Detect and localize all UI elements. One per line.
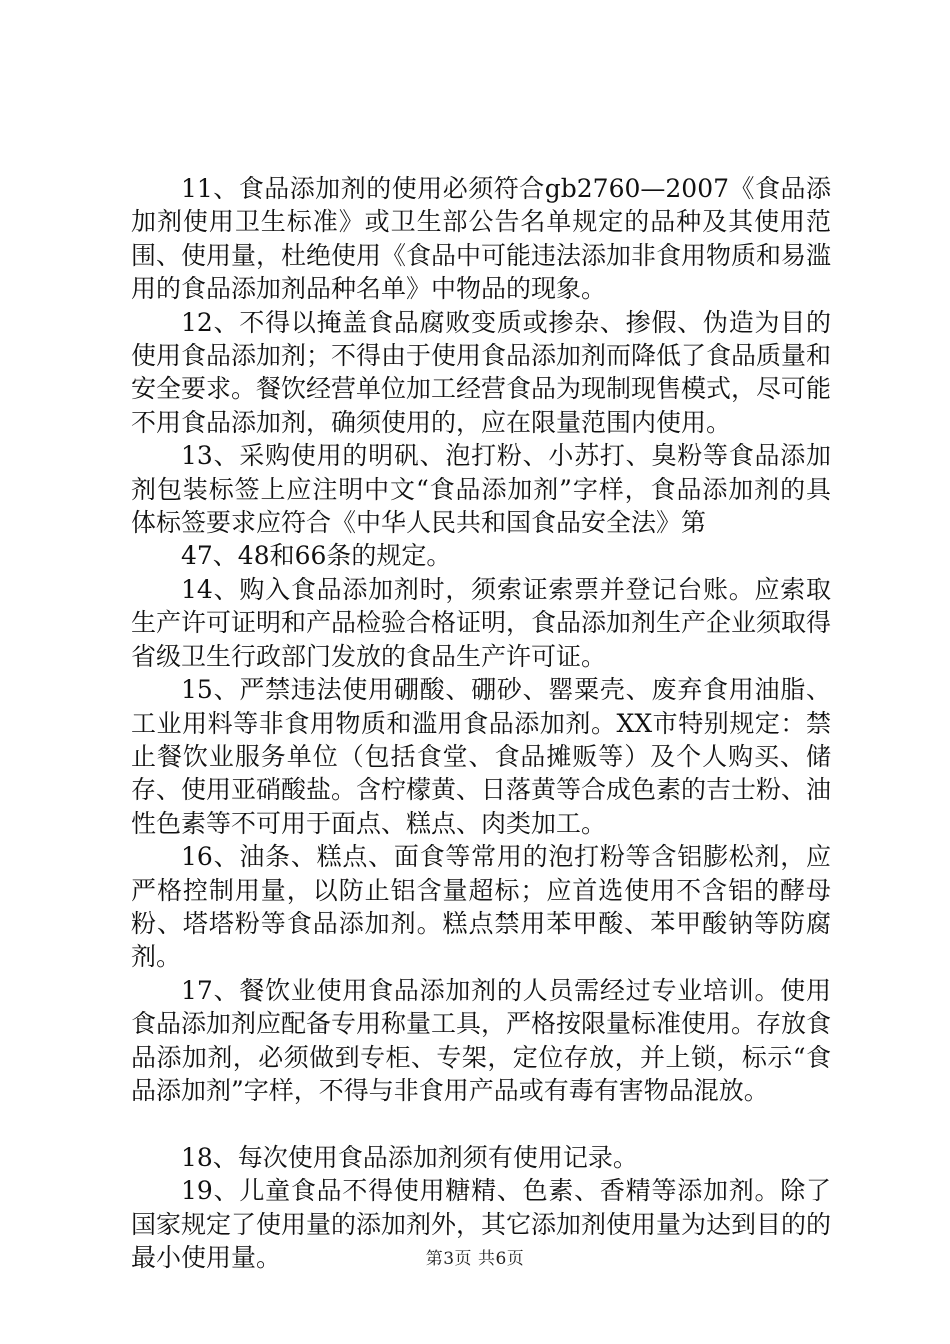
paragraph-14: 14、购入食品添加剂时，须索证索票并登记台账。应索取生产许可证明和产品检验合格证明，食品添加剂生产企业须取得省级卫生行政部门发放的食品生产许可证。 (131, 574, 832, 671)
paragraph-17: 17、餐饮业使用食品添加剂的人员需经过专业培训。使用食品添加剂应配备专用称量工具，严格按限量标准使用。存放食品添加剂，必须做到专柜、专架，定位存放，并上锁，标示“食品添加剂”字样，不得与非食用产品或有毒有害物品混放。 (131, 975, 832, 1105)
paragraph-13-continuation: 47、48和66条的规定。 (181, 541, 452, 571)
paragraph-11: 11、食品添加剂的使用必须符合gb2760—2007《食品添加剂使用卫生标准》或卫生部公告名单规定的品种及其使用范围、使用量，杜绝使用《食品中可能违法添加非食用物质和易滥用的食品添加剂品种名单》中物品的现象。 (131, 174, 832, 304)
paragraph-15: 15、严禁违法使用硼酸、硼砂、罂粟壳、废弃食用油脂、工业用料等非食用物质和滥用食品添加剂。XX市特别规定：禁止餐饮业服务单位（包括食堂、食品摊贩等）及个人购买、储存、使用亚硝酸盐。含柠檬黄、日落黄等合成色素的吉士粉、油性色素等不可用于面点、糕点、肉类加工。 (131, 675, 832, 838)
document-body (131, 172, 831, 1274)
paragraph-12: 12、不得以掩盖食品腐败变质或掺杂、掺假、伪造为目的使用食品添加剂；不得由于使用食品添加剂而降低了食品质量和安全要求。餐饮经营单位加工经营食品为现制现售模式，尽可能不用食品添加剂，确须使用的，应在限量范围内使用。 (131, 307, 832, 437)
paragraph-18: 18、每次使用食品添加剂须有使用记录。 (181, 1142, 638, 1172)
page-number-footer: 第3页 共6页 (425, 1249, 525, 1269)
paragraph-19: 19、儿童食品不得使用糖精、色素、香精等添加剂。除了国家规定了使用量的添加剂外，其它添加剂使用量为达到目的的最小使用量。 (131, 1176, 832, 1272)
paragraph-16: 16、油条、糕点、面食等常用的泡打粉等含铝膨松剂，应严格控制用量，以防止铝含量超标；应首选使用不含铝的酵母粉、塔塔粉等食品添加剂。糕点禁用苯甲酸、苯甲酸钠等防腐剂。 (131, 842, 831, 972)
paragraph-13: 13、采购使用的明矾、泡打粉、小苏打、臭粉等食品添加剂包装标签上应注明中文“食品添加剂”字样，食品添加剂的具体标签要求应符合《中华人民共和国食品安全法》第 (131, 441, 831, 538)
